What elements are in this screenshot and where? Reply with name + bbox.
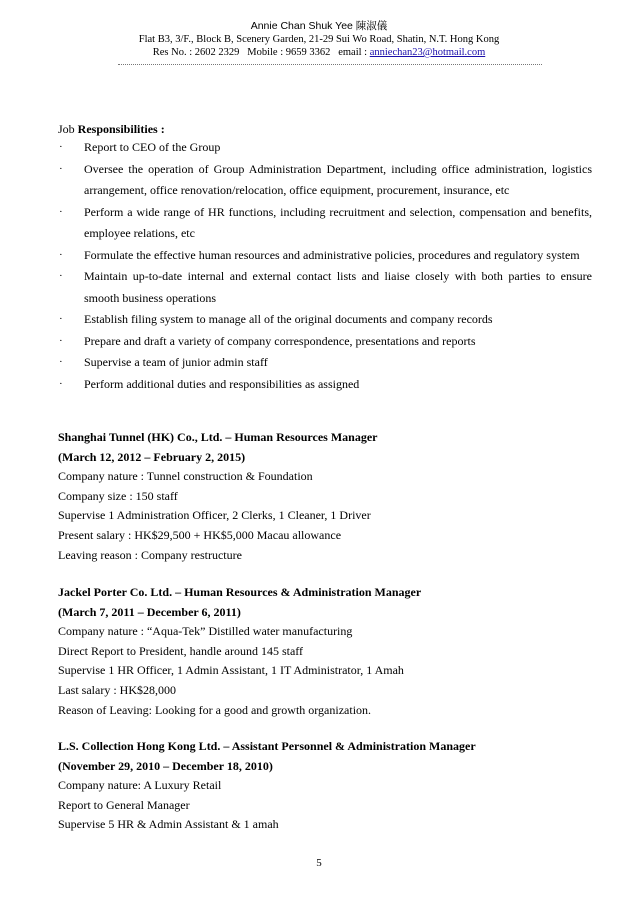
responsibility-text: Perform a wide range of HR functions, including recruitment and selection, compensation and benefits, employee relations, etc bbox=[84, 204, 592, 240]
responsibility-text: Prepare and draft a variety of company correspondence, presentations and reports bbox=[84, 333, 476, 348]
bullet-icon: · bbox=[59, 248, 63, 261]
job-detail: Company nature : “Aqua-Tek” Distilled water manufacturing bbox=[58, 624, 353, 639]
job-detail: Company nature: A Luxury Retail bbox=[58, 778, 222, 793]
responsibilities-title-bold: Responsibilities : bbox=[77, 122, 165, 136]
bullet-icon: · bbox=[59, 377, 63, 390]
responsibility-text: Maintain up-to-date internal and external contact lists and liaise closely with both parties to ensure smooth business operations bbox=[84, 269, 592, 305]
contact-numbers: Res No. : 2602 2329 Mobile : 9659 3362 email : bbox=[152, 47, 370, 58]
job-entry-ls-collection bbox=[58, 737, 592, 835]
responsibilities-list bbox=[58, 137, 592, 395]
list-item bbox=[58, 352, 592, 374]
job-detail: Reason of Leaving: Looking for a good and growth organization. bbox=[58, 702, 372, 717]
job-detail: Last salary : HK$28,000 bbox=[58, 682, 176, 697]
job-heading: L.S. Collection Hong Kong Ltd. – Assistant Personnel & Administration Manager bbox=[58, 739, 476, 753]
candidate-name: Annie Chan Shuk Yee 陳淑儀 bbox=[250, 20, 388, 32]
job-heading: Shanghai Tunnel (HK) Co., Ltd. – Human Resources Manager bbox=[58, 430, 378, 444]
bullet-icon: · bbox=[59, 334, 63, 347]
list-item bbox=[58, 266, 592, 309]
job-detail: Supervise 1 Administration Officer, 2 Clerks, 1 Cleaner, 1 Driver bbox=[58, 508, 371, 523]
job-entry-jackel-porter bbox=[58, 583, 592, 720]
bullet-icon: · bbox=[59, 162, 63, 175]
responsibility-text: Supervise a team of junior admin staff bbox=[84, 355, 268, 369]
job-entry-shanghai-tunnel bbox=[58, 428, 592, 565]
bullet-icon: · bbox=[59, 313, 63, 325]
list-item bbox=[58, 137, 592, 159]
bullet-icon: · bbox=[59, 141, 63, 153]
candidate-address: Flat B3, 3/F., Block B, Scenery Garden, 21-29 Sui Wo Road, Shatin, N.T. Hong Kong bbox=[138, 34, 500, 45]
list-item bbox=[58, 331, 592, 353]
job-detail: Direct Report to President, handle around 145 staff bbox=[58, 643, 304, 658]
responsibility-text: Establish filing system to manage all of the original documents and company records bbox=[84, 312, 493, 326]
job-dates: (March 12, 2012 – February 2, 2015) bbox=[58, 449, 246, 464]
responsibility-text: Oversee the operation of Group Administration Department, including office administration, logistics arrangement, office renovation/relocation, office equipment, procurement, insurance, etc bbox=[84, 161, 592, 197]
responsibility-text: Perform additional duties and responsibilities as assigned bbox=[84, 376, 360, 391]
job-dates: (November 29, 2010 – December 18, 2010) bbox=[58, 758, 273, 773]
responsibility-text: Report to CEO of the Group bbox=[84, 140, 221, 154]
job-detail: Supervise 1 HR Officer, 1 Admin Assistant, 1 IT Administrator, 1 Amah bbox=[58, 663, 404, 678]
email-link[interactable]: anniechan23@hotmail.com bbox=[369, 47, 486, 58]
job-dates: (March 7, 2011 – December 6, 2011) bbox=[58, 604, 241, 619]
job-detail: Present salary : HK$29,500 + HK$5,000 Macau allowance bbox=[58, 527, 342, 542]
bullet-icon: · bbox=[59, 356, 63, 368]
page-number: 5 bbox=[316, 857, 322, 869]
list-item bbox=[58, 245, 592, 267]
job-detail: Supervise 5 HR & Admin Assistant & 1 amah bbox=[58, 817, 279, 832]
job-detail: Company size : 150 staff bbox=[58, 488, 178, 503]
job-detail: Company nature : Tunnel construction & Foundation bbox=[58, 469, 313, 484]
list-item bbox=[58, 374, 592, 396]
job-heading: Jackel Porter Co. Ltd. – Human Resources & Administration Manager bbox=[58, 585, 422, 599]
list-item bbox=[58, 202, 592, 245]
responsibility-text: Formulate the effective human resources and administrative policies, procedures and regulatory system bbox=[84, 247, 580, 262]
responsibilities-title-prefix: Job bbox=[58, 122, 78, 136]
bullet-icon: · bbox=[59, 270, 63, 282]
list-item bbox=[58, 159, 592, 202]
header-divider bbox=[118, 64, 542, 65]
job-detail: Leaving reason : Company restructure bbox=[58, 547, 242, 562]
list-item bbox=[58, 309, 592, 331]
bullet-icon: · bbox=[59, 205, 63, 218]
candidate-contact bbox=[0, 46, 638, 59]
job-detail: Report to General Manager bbox=[58, 797, 190, 812]
